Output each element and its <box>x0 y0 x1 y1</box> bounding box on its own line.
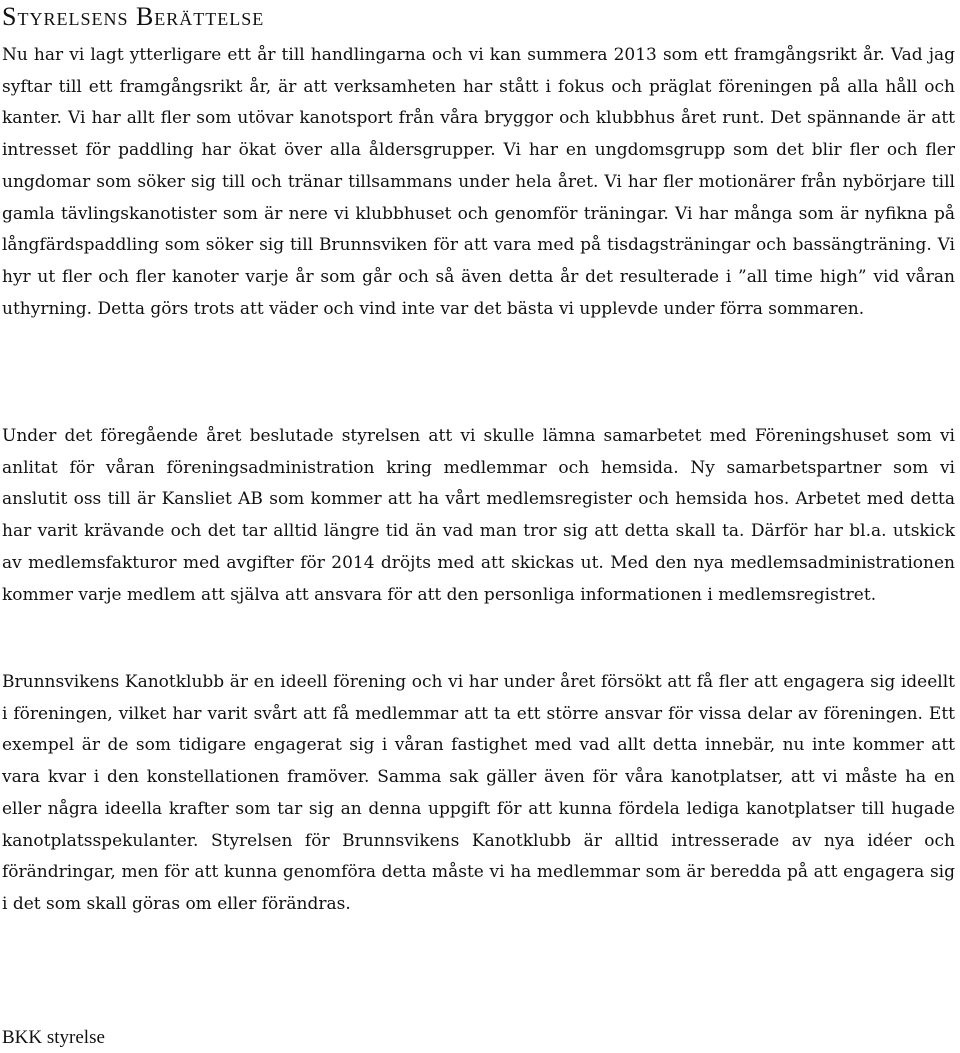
paragraph-administration: Under det föregående året beslutade styrelsen att vi skulle lämna samarbetet med Föreningshuset som vi anlitat för våran föreningsadministration kring medlemmar och hemsida. Ny samarbetspartner som vi anslutit oss till är Kansliet AB som kommer att ha vårt medlemsregister och hemsida hos. Arbetet med detta har varit krävande och det tar alltid längre tid än vad man tror sig att detta skall ta. Därför har bl.a. utskick av medlemsfakturor med avgifter för 2014 dröjts med att skickas ut. Med den nya medlemsadministrationen kommer varje medlem att själva att ansvara för att den personliga informationen i medlemsregistret. <box>2 426 955 605</box>
paragraph-activities: Nu har vi lagt ytterligare ett år till handlingarna och vi kan summera 2013 som ett framgångsrikt år. Vad jag syftar till ett framgångsrikt år, är att verksamheten har stått i fokus och präglat föreningen på alla håll och kanter. Vi har allt fler som utövar kanotsport från våra bryggor och klubbhus året runt. Det spännande är att intresset för paddling har ökat över alla åldersgrupper. Vi har en ungdomsgrupp som det blir fler och fler ungdomar som söker sig till och tränar tillsammans under hela året. Vi har fler motionärer från nybörjare till gamla tävlingskanotister som är nere vi klubbhuset och genomför träningar. Vi har många som är nyfikna på långfärdspaddling som söker sig till Brunnsviken för att vara med på tisdagsträningar och bassängträning. Vi hyr ut fler och fler kanoter varje år som går och så även detta år det resulterade i ”all time high” vid våran uthyrning. Detta görs trots att väder och vind inte var det bästa vi upplevde under förra sommaren. <box>2 45 955 319</box>
signature: BKK styrelse <box>2 1027 105 1048</box>
paragraph-volunteering: Brunnsvikens Kanotklubb är en ideell förening och vi har under året försökt att få fler att engagera sig ideellt i föreningen, vilket har varit svårt att få medlemmar att ta ett större ansvar för vissa delar av föreningen. Ett exempel är de som tidigare engagerat sig i våran fastighet med vad allt detta innebär, nu inte kommer att vara kvar i den konstellationen framöver. Samma sak gäller även för våra kanotplatser, att vi måste ha en eller några ideella krafter som tar sig an denna uppgift för att kunna fördela lediga kanotplatser till hugade kanotplatsspekulanter. Styrelsen för Brunnsvikens Kanotklubb är alltid intresserade av nya idéer och förändringar, men för att kunna genomföra detta måste vi ha medlemmar som är beredda på att engagera sig i det som skall göras om eller förändras. <box>2 672 955 914</box>
document-title: Styrelsens Berättelse <box>2 2 265 31</box>
